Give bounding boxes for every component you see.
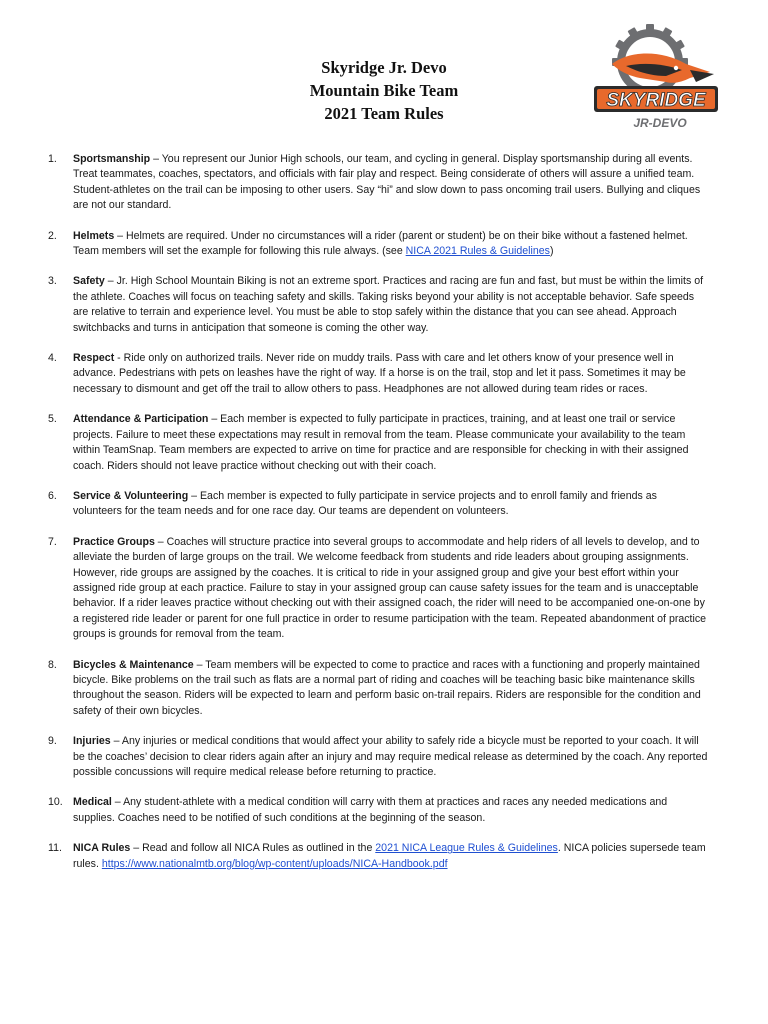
title-line-rules-year: 2021 Team Rules — [324, 104, 444, 123]
rule-item — [48, 841, 708, 872]
title-line-team-name: Skyridge Jr. Devo — [321, 58, 447, 77]
rule-text: Helmets are required. Under no circumstances will a rider (parent or student) be on their bike without a fastened helmet. Team members will set the example for following this rule always. (see — [73, 229, 688, 258]
rule-number: 8. — [48, 658, 57, 671]
rule-item — [48, 274, 708, 336]
rule-number: 7. — [48, 535, 57, 548]
rule-text: Any student-athlete with a medical condition will carry with them at practices and races any needed medications and supplies. Coaches need to be notified of such conditions at the beginning of the season. — [73, 796, 668, 824]
rule-text: Each member is expected to fully participate in service projects and to enroll family and friends as volunteers for the team needs and for one race day. Our teams are dependent on volunteers. — [73, 489, 657, 518]
rule-item — [48, 489, 708, 520]
rule-number: 11. — [48, 842, 62, 855]
rule-number: 9. — [48, 735, 57, 748]
rule-text: Team members will be expected to come to practice and races with a functioning and properly maintained bicycle. Bike problems on the trail such as flats are a normal part of riding and coaches will be teaching basic bike maintenance skills throughout the season. Riders will be expected to learn and perform basic on-trail repairs. Riders are responsible for the condition and safety of their own bicycles. — [73, 658, 701, 717]
rule-heading: Sportsmanship — [73, 153, 151, 165]
rule-item — [48, 229, 708, 260]
rule-body — [73, 229, 708, 260]
rule-item — [48, 535, 708, 643]
rule-number: 10. — [48, 796, 63, 809]
rule-item — [48, 795, 708, 826]
rule-text: Each member is expected to fully participate in practices, training, and at least one trail or service projects. Failure to meet these expectations may result in removal from the team. Please communicate your availability to the team within TeamSnap. Team members are expected to arrive on time for practice and are responsible for checking in with their assigned coach. Riders should not leave practice without checking out with their coach. — [73, 413, 689, 472]
rule-body — [73, 734, 708, 780]
rule-heading: Helmets — [73, 229, 115, 242]
rule-text: Jr. High School Mountain Biking is not an extreme sport. Practices and racing are fun and fast, but must be within the limits of the athlete. Coaches will focus on teaching safety and skills. Taking risks beyond your ability is not acceptable behavior. Safe speeds are relative to terrain and experience level. You must be able to stop safely within the distance that you can see ahead. Approach switchbacks and turns in anticipation that someone is coming the other way. — [73, 275, 704, 334]
rule-body — [73, 841, 708, 872]
rule-heading: Attendance & Participation — [73, 413, 209, 426]
rule-body — [73, 351, 708, 397]
rule-body — [73, 274, 708, 336]
rule-text: You represent our Junior High schools, our team, and cycling in general. Display sportsmanship during all events. Treat teammates, coaches, spectators, and officials with fair play and respect. Being considerate of others will assure a unified team. Student-athletes on the trail can be imposing to other users. Say “hi” and slow down to pass oncoming trail users. Bullying and cliques are not our standard. — [73, 153, 701, 212]
rule-item — [48, 734, 708, 780]
rule-body — [73, 795, 708, 826]
rule-text: Coaches will structure practice into several groups to accommodate and help riders of all levels to develop, and to alleviate the burden of large groups on the trail. We welcome feedback from students and ride leaders about grouping assignments. However, ride groups are assigned by the coaches. It is critical to ride in your assigned group and give your best effort within your assigned ride group at each practice. Failure to stay in your assigned group can cause safety issues for the team and is unacceptable behavior. If a rider leaves practice without checking out with their assigned coach, the rider will need to be accompanied one-on-one by a registered ride leader or parent for one full practice in order to resume participation with the team. Repeated abandonment of practice groups is grounds for removal from the team. — [73, 535, 707, 641]
rule-body — [73, 412, 708, 474]
rule-heading: Bicycles & Maintenance — [73, 658, 194, 671]
rule-heading: Service & Volunteering — [73, 489, 189, 502]
logo-subtext: JR-DEVO — [633, 116, 687, 130]
rule-separator: – — [150, 153, 162, 165]
rule-heading: Practice Groups — [73, 535, 155, 548]
rule-separator: – — [188, 489, 200, 502]
rule-text: Read and follow all NICA Rules as outlined in the — [142, 842, 376, 855]
rule-body — [73, 658, 708, 720]
rule-number: 2. — [48, 229, 57, 242]
rule-heading: Medical — [73, 796, 112, 809]
rule-body — [73, 535, 708, 643]
nica-rules-link[interactable]: NICA 2021 Rules & Guidelines — [405, 245, 550, 258]
rule-text-after: . NICA policies supersede team rules. — [73, 842, 706, 870]
rule-heading: Safety — [73, 275, 105, 288]
rule-body — [73, 489, 708, 520]
skyridge-logo — [590, 24, 720, 134]
rule-separator: – — [114, 229, 126, 242]
rule-separator: – — [154, 535, 167, 548]
rule-number: 5. — [48, 413, 57, 426]
rule-item — [48, 152, 708, 214]
rule-separator: – — [208, 413, 221, 426]
rule-separator: – — [193, 658, 206, 671]
rule-text: Ride only on authorized trails. Never ride on muddy trails. Pass with care and let others know of your presence well in advance. Pedestrians with pets on leashes have the right of way. If a horse is on the trail, stop and let it pass. Sometimes it may be necessary to dismount and get off the trail to allow others to pass. Headphones are not allowed during team rides or races. — [73, 352, 686, 395]
rule-separator: – — [104, 275, 117, 288]
rule-item — [48, 412, 708, 474]
skyridge-wordmark — [594, 86, 718, 130]
title-line-team-type: Mountain Bike Team — [309, 81, 459, 100]
logo-wordmark-text: SKYRIDGE — [606, 90, 706, 111]
nica-league-rules-link[interactable]: 2021 NICA League Rules & Guidelines — [375, 842, 558, 855]
rule-item — [48, 351, 708, 397]
rule-text: Any injuries or medical conditions that would affect your ability to safely ride a bicycle must be reported to your coach. It will be the coaches’ decision to clear riders again after an injury and may require medical release as determined by the coach. Any reported possible concussions will require medical release before returning to practice. — [73, 735, 708, 778]
rule-heading: Injuries — [73, 735, 111, 748]
rule-number: 3. — [48, 275, 57, 288]
rule-number: 4. — [48, 352, 57, 365]
rule-number: 1. — [48, 153, 57, 165]
rule-separator: – — [110, 735, 122, 748]
team-rules-list — [48, 152, 708, 872]
rule-body — [73, 152, 708, 214]
rule-number: 6. — [48, 489, 57, 502]
rule-separator: - — [114, 352, 124, 365]
rule-separator: – — [130, 842, 143, 855]
rule-heading: Respect — [73, 352, 115, 365]
rule-item — [48, 658, 708, 720]
rule-separator: – — [111, 796, 124, 809]
rule-heading: NICA Rules — [73, 842, 131, 855]
rule-text-after: ) — [549, 245, 554, 258]
nica-handbook-url-link[interactable]: https://www.nationalmtb.org/blog/wp-content/uploads/NICA-Handbook.pdf — [101, 857, 448, 870]
